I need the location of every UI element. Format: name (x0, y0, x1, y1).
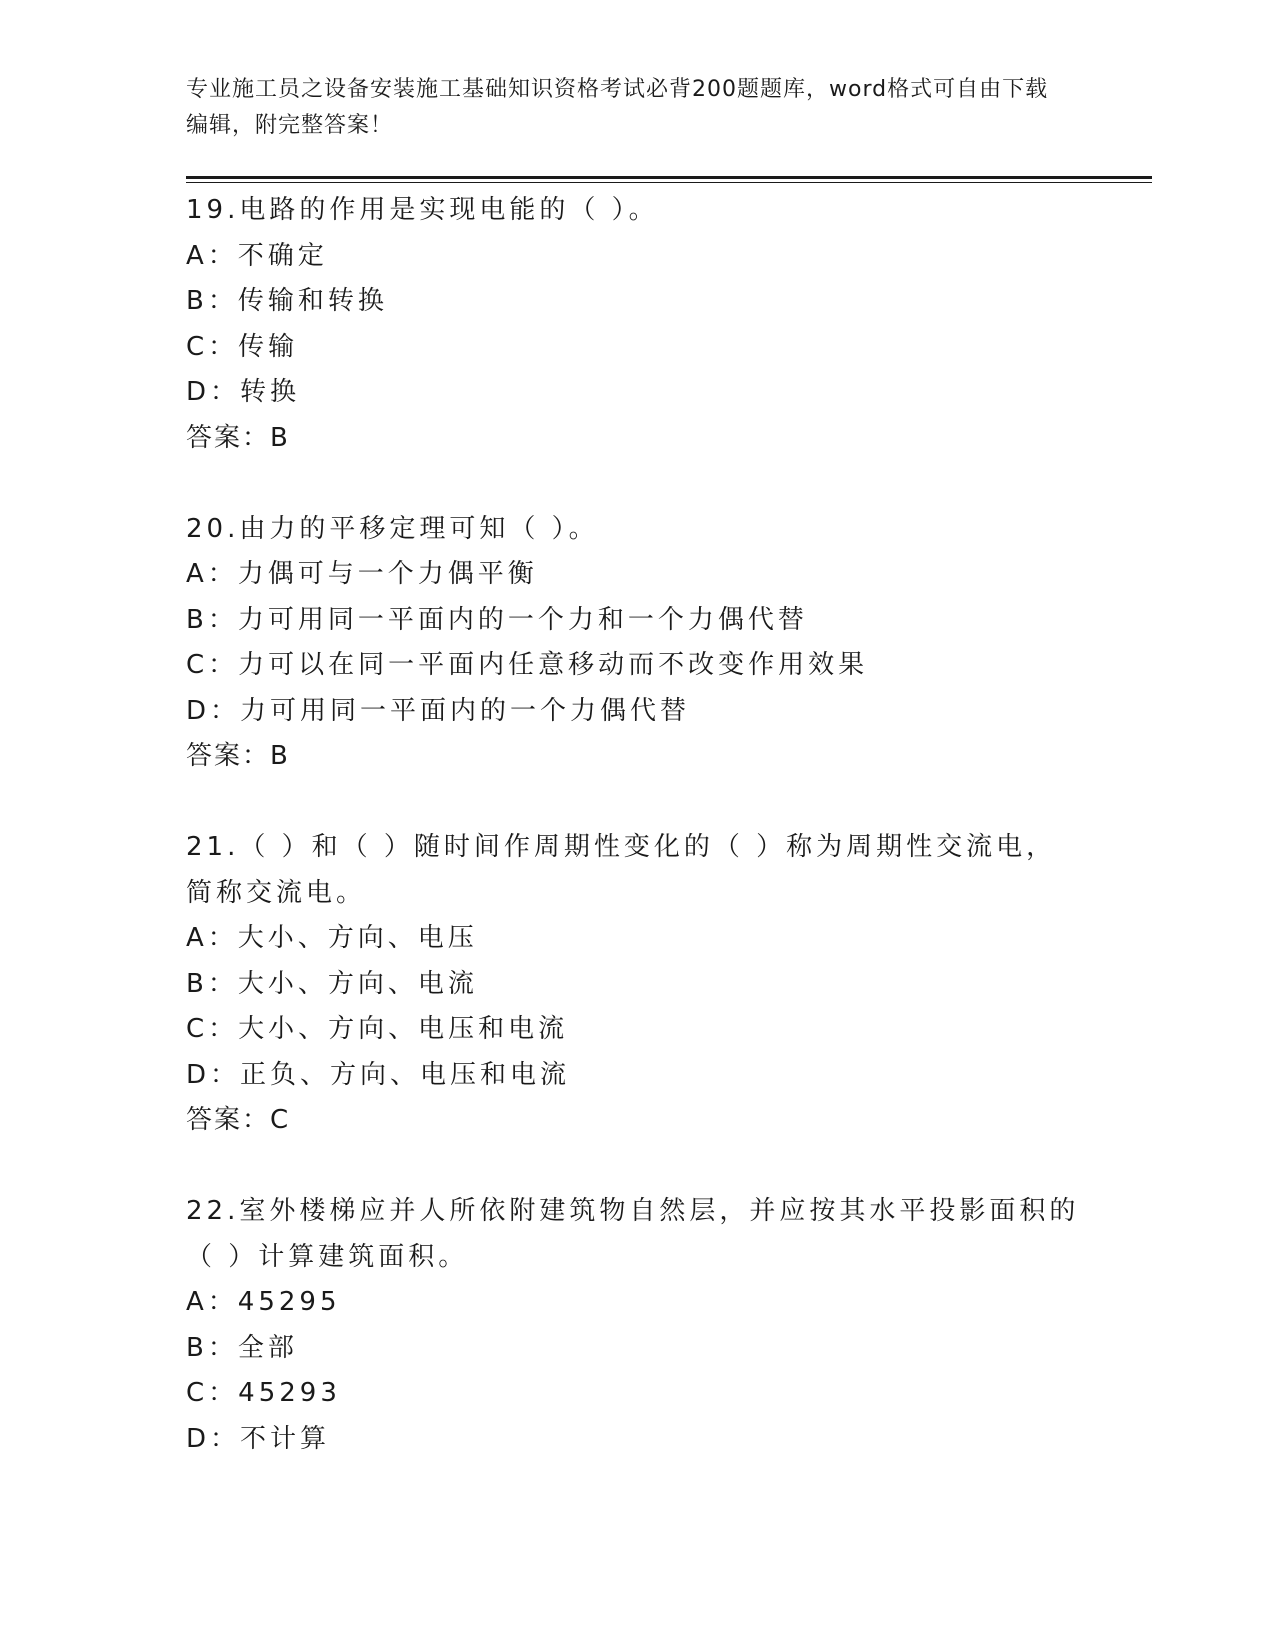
option-c: C：力可以在同一平面内任意移动而不改变作用效果 (186, 650, 869, 680)
option-a: A：大小、方向、电压 (186, 923, 478, 953)
option-c: C：大小、方向、电压和电流 (186, 1014, 569, 1044)
option-a: A：力偶可与一个力偶平衡 (186, 559, 538, 589)
option-a: A：不确定 (186, 240, 328, 271)
question-22 (186, 1189, 1086, 1462)
option-d: D：转换 (186, 377, 301, 407)
document-header (186, 72, 1066, 144)
question-stem: 21.（ ）和（ ）随时间作周期性变化的（ ）称为周期性交流电，简称交流电。 (186, 832, 1057, 908)
answer-line: 答案：B (186, 741, 290, 771)
question-list (186, 188, 1086, 1508)
header-divider-thick (186, 176, 1152, 179)
answer-line: 答案：C (186, 1105, 291, 1135)
option-c: C：45293 (186, 1378, 341, 1408)
option-b: B：大小、方向、电流 (186, 968, 478, 999)
question-stem: 22.室外楼梯应并人所依附建筑物自然层，并应按其水平投影面积的（ ）计算建筑面积。 (186, 1196, 1080, 1272)
answer-line: 答案：B (186, 422, 290, 453)
question-stem: 19.电路的作用是实现电能的（ ）。 (186, 195, 659, 225)
option-d: D：正负、方向、电压和电流 (186, 1059, 571, 1090)
option-a: A：45295 (186, 1287, 341, 1317)
question-19 (186, 188, 1086, 461)
option-d: D：力可用同一平面内的一个力偶代替 (186, 695, 691, 726)
option-b: B：全部 (186, 1332, 298, 1363)
option-b: B：传输和转换 (186, 286, 388, 316)
header-divider-thin (186, 182, 1152, 183)
option-c: C：传输 (186, 331, 299, 362)
question-21 (186, 825, 1086, 1144)
question-20 (186, 507, 1086, 780)
option-d: D：不计算 (186, 1423, 331, 1454)
question-stem: 20.由力的平移定理可知（ ）。 (186, 513, 599, 544)
header-title: 专业施工员之设备安装施工基础知识资格考试必背200题题库，word格式可自由下载编辑，附完整答案！ (186, 77, 1049, 138)
option-b: B：力可用同一平面内的一个力和一个力偶代替 (186, 604, 808, 635)
